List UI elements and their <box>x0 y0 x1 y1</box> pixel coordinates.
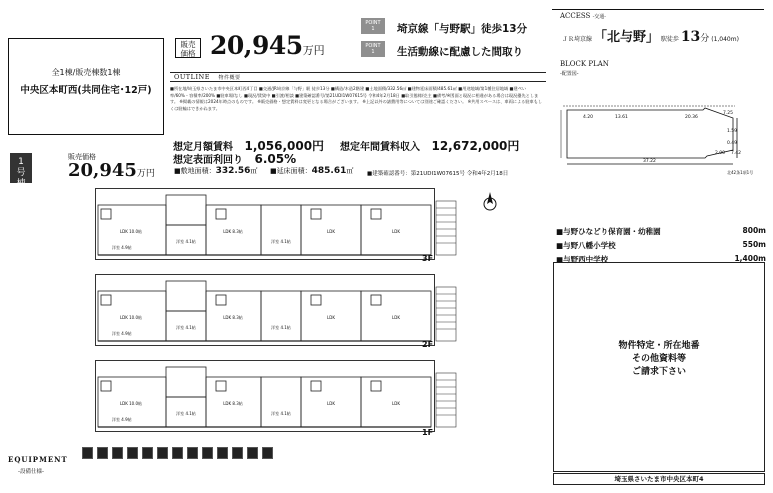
map-note <box>553 340 765 379</box>
access-label-text: ACCESS <box>560 12 591 20</box>
point-badge-2: POINT 1 <box>361 41 385 57</box>
room-2f-7: 洋室 4.1帖 <box>271 325 291 330</box>
stairs-1f <box>435 372 457 428</box>
facility-dist-2: 550m <box>742 240 766 249</box>
floor-area-value: 485.61 <box>311 166 347 176</box>
station-minutes-unit: 分 <box>700 34 710 44</box>
north-arrow-icon <box>483 190 497 214</box>
dim-right-4: 2.00 <box>715 151 726 156</box>
floor-plan-1f <box>95 360 435 432</box>
income-monthly-label: 想定月額賃料 <box>173 142 233 153</box>
station-name: 「北与野」 <box>593 30 659 45</box>
header-price-unit: 万円 <box>302 44 325 57</box>
building-tag: 1 号 棟 <box>10 153 32 183</box>
dim-bottom: 37.22 <box>643 159 656 164</box>
land-area-value: 332.56 <box>215 166 251 176</box>
block-plan-label <box>560 60 609 68</box>
income-yield-value: 6.05% <box>254 152 297 166</box>
facility-dist-3: 1,400m <box>734 254 766 263</box>
point-text-1: 埼京線「与野駅」徒歩13分 <box>397 23 528 35</box>
land-area <box>174 166 257 176</box>
station-distance: (1,040m) <box>711 36 739 43</box>
income-monthly-value: 1,056,000円 <box>244 139 325 153</box>
access-divider <box>552 9 764 10</box>
floor-plans <box>95 188 460 456</box>
equipment-icon <box>127 447 138 459</box>
room-2f-5: 洋室 4.9帖 <box>112 331 132 336</box>
equipment-icons <box>82 447 273 459</box>
dim-left-top: 13.61 <box>615 115 628 120</box>
map-note-line-3: ご請求下さい <box>631 367 686 377</box>
outline-heading-sub: 物件概要 <box>218 75 241 81</box>
facility-item <box>556 226 766 237</box>
building-price <box>68 160 155 181</box>
map-note-line-2: その他資料等 <box>631 354 686 364</box>
room-2f-1: LDK 10.0帖 <box>119 315 143 320</box>
map-note-line-1: 物件特定・所在地番 <box>618 341 700 351</box>
floor-label-1f: 1F <box>422 428 434 437</box>
equipment-icon <box>157 447 168 459</box>
dim-left: 4.20 <box>583 115 594 120</box>
room-2f-4: LDK <box>392 315 400 320</box>
equipment-icon <box>97 447 108 459</box>
dim-right-2: 0.49 <box>727 141 738 146</box>
land-area-unit: ㎡ <box>250 167 258 175</box>
equipment-icon <box>217 447 228 459</box>
property-title-box <box>8 38 164 135</box>
floor-area <box>270 166 353 176</box>
land-area-label: ■敷地面積： <box>174 167 216 175</box>
floor-label-3f: 3F <box>422 254 434 263</box>
access-label-sub: -交通- <box>592 14 606 20</box>
equipment-icon <box>202 447 213 459</box>
outline-heading-label: OUTLINE <box>174 73 210 81</box>
dim-top: 20.36 <box>685 115 698 120</box>
equipment-icon <box>82 447 93 459</box>
equipment-icon <box>172 447 183 459</box>
room-1f-6: 洋室 4.1帖 <box>176 411 196 416</box>
station-row <box>562 26 739 45</box>
room-2f-3: LDK <box>327 315 335 320</box>
income-yield <box>173 151 296 166</box>
block-plan-diagram <box>555 78 765 210</box>
equipment-sub: -設備仕様- <box>18 469 44 475</box>
station-minutes: 13 <box>680 29 701 45</box>
facility-item <box>556 240 766 251</box>
access-label <box>560 12 606 20</box>
equipment-label: EQUIPMENT <box>8 455 68 464</box>
building-price-value: 20,945 <box>68 160 137 181</box>
header-price: 20,945 <box>210 31 303 60</box>
map-address: 埼玉県さいたま市中央区本町4 <box>553 473 765 485</box>
count-line: 全1棟/販売棟数1棟 <box>51 68 121 77</box>
price-tag-box: 販売 価格 <box>175 38 201 58</box>
equipment-icon <box>232 447 243 459</box>
equipment-icon <box>262 447 273 459</box>
floor-plan-3f <box>95 188 435 260</box>
room-3f-6: 洋室 4.1帖 <box>176 239 196 244</box>
facility-name-3: ■与野西中学校 <box>556 255 609 264</box>
dim-right-1: 1.59 <box>727 129 738 134</box>
room-3f-4: LDK <box>392 229 400 234</box>
income-annual-value: 12,672,000円 <box>431 139 520 153</box>
outline-body: ■所在地/埼玉県さいたま市中央区本町西4丁目 ■交通/JR埼京線「与野」駅 徒歩13分 ■構造/木造2階建 ■土地面積/332.56㎡ ■建物延床面積/485.61㎡ ■用途地域/第1種住居地域 ■建ぺい率/60%・容積率/200% ■駐車場/なし ■現況/賃貸中 ■引渡/相談 ■建築確認番号/第21UDI1W07615号 令和4年2月18日 ■取引態様/売主 ■備考/※図面と現況に相違がある場合は現況優先とします。 ※掲載の情報は2024年時点のものです。 ※販売価格・想定賃料は変更となる場合がございます。 ※上記以外の諸費用等については別途ご確認ください。 ※共用スペースは、車両による駐車もしくは駐輪はできかねます。 <box>170 86 543 112</box>
price-header <box>210 31 325 60</box>
room-1f-3: LDK <box>327 401 335 406</box>
facility-name-2: ■与野八幡小学校 <box>556 241 616 250</box>
stairs-2f <box>435 286 457 342</box>
road-label: 北42条1項1号 <box>727 170 754 175</box>
room-3f-2: LDK 8.3帖 <box>223 229 243 234</box>
room-3f-5: 洋室 4.9帖 <box>112 245 132 250</box>
floor-label-2f: 2F <box>422 340 434 349</box>
building-price-unit: 万円 <box>136 169 155 179</box>
equipment-icon <box>142 447 153 459</box>
floor-area-label: ■延床面積： <box>270 167 312 175</box>
room-2f-6: 洋室 4.1帖 <box>176 325 196 330</box>
block-plan-label-text: BLOCK PLAN <box>560 60 609 68</box>
station-line: ＪＲ埼京線 <box>562 36 593 43</box>
income-annual-label: 想定年間賃料収入 <box>340 142 420 153</box>
equipment-icon <box>247 447 258 459</box>
station-walk: 駅徒歩 <box>660 36 679 43</box>
dim-right-3: 7.42 <box>731 151 742 156</box>
room-3f-7: 洋室 4.1帖 <box>271 239 291 244</box>
room-1f-1: LDK 10.0帖 <box>119 401 143 406</box>
property-name: 中央区本町西(共同住宅･12戸) <box>20 85 152 96</box>
block-plan-label-sub: -配置図- <box>560 71 579 77</box>
room-2f-2: LDK 8.3帖 <box>223 315 243 320</box>
stairs-3f <box>435 200 457 256</box>
dim-corner: 7.25 <box>723 111 734 116</box>
floor-area-unit: ㎡ <box>346 167 354 175</box>
floor-plan-2f <box>95 274 435 346</box>
room-1f-7: 洋室 4.1帖 <box>271 411 291 416</box>
facility-dist-1: 800m <box>742 226 766 235</box>
room-1f-5: 洋室 4.9帖 <box>112 417 132 422</box>
building-price-label: 販売価格 <box>68 153 96 161</box>
room-1f-4: LDK <box>392 401 400 406</box>
facilities-list <box>556 226 766 265</box>
room-1f-2: LDK 8.3帖 <box>223 401 243 406</box>
income-annual <box>340 137 519 154</box>
point-badge-1: POINT 1 <box>361 18 385 34</box>
room-3f-1: LDK 10.0帖 <box>119 229 143 234</box>
income-yield-label: 想定表面利回り <box>173 155 243 166</box>
point-text-2: 生活動線に配慮した間取り <box>397 46 523 58</box>
facility-name-1: ■与野ひなどり保育園・幼稚園 <box>556 227 661 236</box>
permit-number: ■建築確認番号：第21UDI1W07615号 令和4年2月18日 <box>367 171 509 177</box>
room-3f-3: LDK <box>327 229 335 234</box>
outline-heading <box>170 72 546 82</box>
equipment-icon <box>187 447 198 459</box>
equipment-icon <box>112 447 123 459</box>
